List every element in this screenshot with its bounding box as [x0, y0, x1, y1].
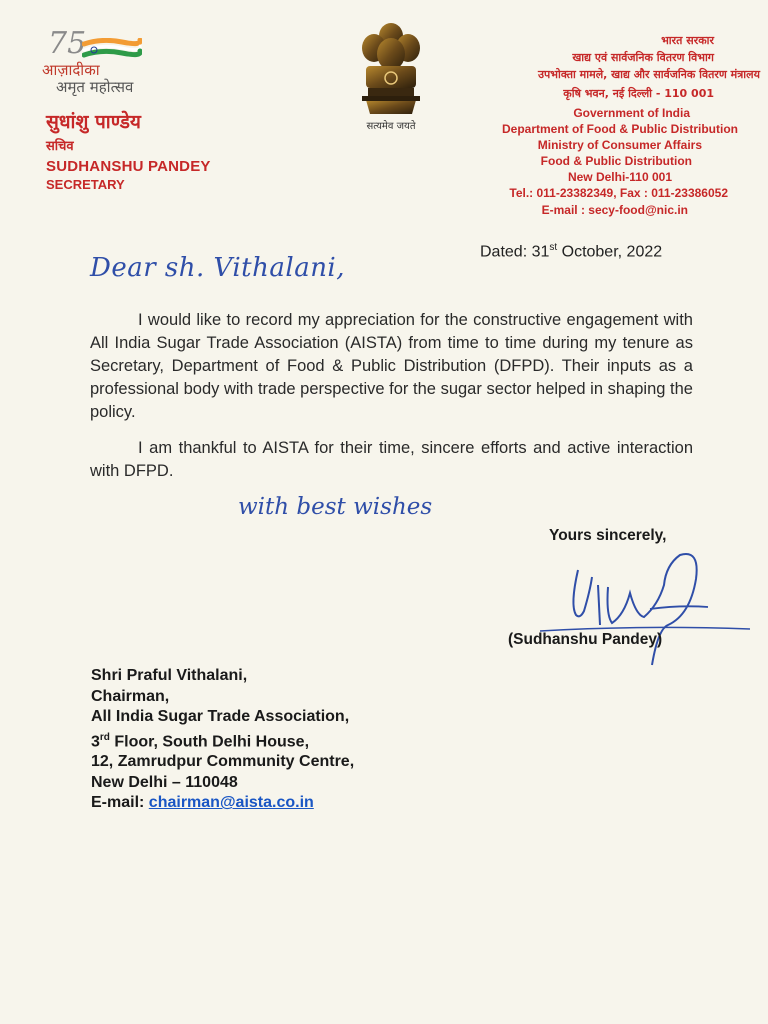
logo-text-line1: आज़ादीका: [42, 61, 100, 79]
date-suffix: October, 2022: [557, 243, 663, 261]
header-address-hindi: कृषि भवन, नई दिल्ली - 110 001: [563, 87, 714, 100]
date-prefix: Dated: 31: [480, 243, 550, 261]
body-paragraph-2: I am thankful to AISTA for their time, sincere efforts and active interaction with DFPD.: [90, 439, 693, 480]
salutation-handwritten: Dear sh. Vithalani,: [90, 253, 346, 283]
recipient-email-line: [91, 793, 354, 814]
closing-yours-sincerely: Yours sincerely,: [549, 527, 667, 544]
national-emblem: [356, 18, 426, 136]
header-bharat-sarkar: भारत सरकार: [661, 34, 714, 47]
tricolour-flag-icon: [82, 38, 142, 60]
signatory-name: (Sudhanshu Pandey): [508, 631, 663, 648]
recipient-city: New Delhi – 110048: [91, 773, 238, 791]
recipient-email-link[interactable]: chairman@aista.co.in: [148, 794, 314, 812]
header-address-english: New Delhi-110 001: [567, 170, 672, 184]
floor-rest: Floor, South Delhi House,: [109, 732, 310, 750]
date-superscript: st: [549, 242, 558, 253]
letter-date: [480, 242, 662, 261]
floor-number: 3: [91, 732, 100, 750]
sender-title-hindi: सचिव: [46, 139, 74, 154]
header-government-of-india: Government of India: [573, 106, 690, 120]
lion-capital-icon: [356, 18, 426, 116]
recipient-floor: [91, 728, 354, 753]
header-tel-fax: Tel.: 011-23382349, Fax : 011-23386052: [509, 186, 728, 200]
recipient-name: Shri Praful Vithalani,: [91, 667, 248, 684]
handwritten-signature: [540, 545, 760, 670]
sender-name-hindi: सुधांशु पाण्डेय: [46, 111, 141, 133]
sender-title-english: SECRETARY: [46, 177, 125, 192]
header-ministry-english: Ministry of Consumer Affairs: [537, 138, 702, 152]
recipient-organisation: All India Sugar Trade Association,: [91, 708, 350, 725]
header-food-pd: Food & Public Distribution: [540, 154, 692, 168]
azadi-ka-amrit-mahotsav-logo: [42, 26, 152, 98]
recipient-designation: Chairman,: [91, 687, 170, 705]
handwritten-closing: with best wishes: [238, 494, 433, 520]
emblem-motto: सत्यमेव जयते: [366, 121, 416, 132]
logo-text-line2: अमृत महोत्सव: [56, 78, 134, 96]
header-department-english: Department of Food & Public Distribution: [502, 122, 738, 136]
header-email: E-mail : secy-food@nic.in: [541, 203, 688, 217]
recipient-address: [91, 666, 354, 814]
body-paragraph-1: I would like to record my appreciation for the constructive engagement with All India Sugar Trade Association (AISTA) from time to time during my tenure as Secretary, Department of Food & Public Distribution (DFPD). Their inputs as a professional body with trade perspective for the sugar sector helped in shaping the policy.: [90, 311, 693, 421]
logo-75-number: 75: [48, 26, 87, 61]
header-department-hindi: खाद्य एवं सार्वजनिक वितरण विभाग: [572, 51, 714, 64]
sender-name-english: SUDHANSHU PANDEY: [46, 158, 211, 175]
email-label: E-mail:: [91, 794, 149, 812]
floor-superscript: rd: [99, 731, 110, 743]
header-ministry-hindi: उपभोक्ता मामले, खाद्य और सार्वजनिक वितरण मंत्रालय: [537, 68, 760, 81]
recipient-street: 12, Zamrudpur Community Centre,: [91, 753, 355, 771]
